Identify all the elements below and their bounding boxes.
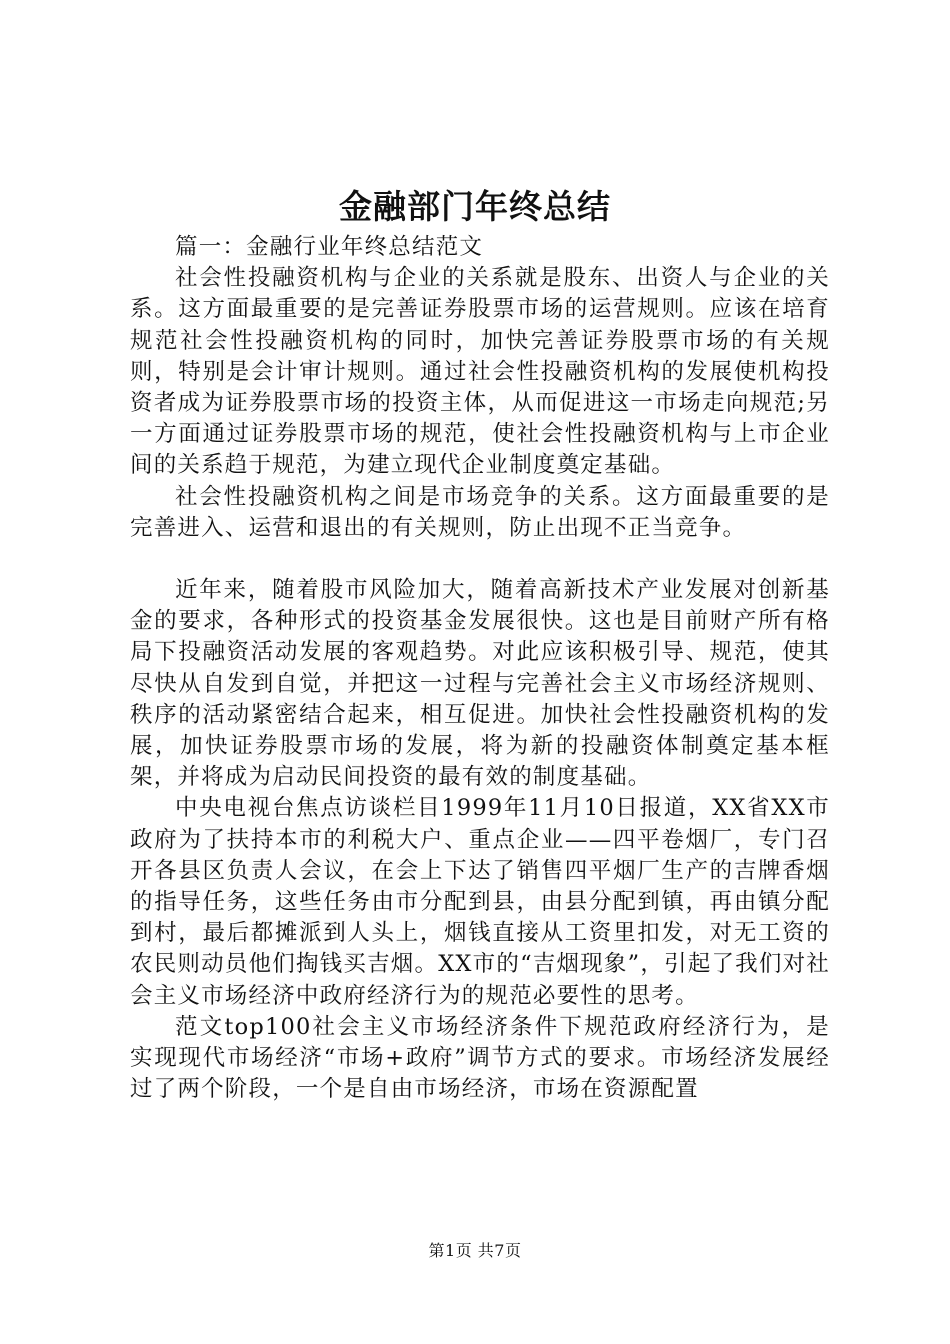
body-paragraph: 范文top100社会主义市场经济条件下规范政府经济行为，是实现现代市场经济“市场+政府”调节方式的要求。市场经济发展经过了两个阶段，一个是自由市场经济，市场在资源配置 (130, 1013, 830, 1103)
section-heading: 篇一：金融行业年终总结范文 (175, 234, 484, 260)
page-number-footer: 第1页 共7页 (428, 1241, 522, 1260)
body-paragraph: 社会性投融资机构与企业的关系就是股东、出资人与企业的关系。这方面最重要的是完善证券股票市场的运营规则。应该在培育规范社会性投融资机构的同时，加快完善证券股票市场的有关规则，特别是会计审计规则。通过社会性投融资机构的发展使机构投资者成为证券股票市场的投资主体，从而促进这一市场走向规范;另一方面通过证券股票市场的规范，使社会性投融资机构与上市企业间的关系趋于规范，为建立现代企业制度奠定基础。 (130, 265, 830, 479)
paragraph-spacer (130, 544, 830, 575)
document-title: 金融部门年终总结 (339, 187, 611, 226)
document-body (130, 232, 830, 1105)
body-paragraph: 社会性投融资机构之间是市场竞争的关系。这方面最重要的是完善进入、运营和退出的有关规则，防止出现不正当竞争。 (130, 483, 830, 541)
body-paragraph: 近年来，随着股市风险加大，随着高新技术产业发展对创新基金的要求，各种形式的投资基金发展很快。这也是目前财产所有格局下投融资活动发展的客观趋势。对此应该积极引导、规范，使其尽快从自发到自觉，并把这一过程与完善社会主义市场经济规则、秩序的活动紧密结合起来，相互促进。加快社会性投融资机构的发展，加快证券股票市场的发展，将为新的投融资体制奠定基本框架，并将成为启动民间投资的最有效的制度基础。 (130, 577, 830, 791)
body-paragraph: 中央电视台焦点访谈栏目1999年11月10日报道，XX省XX市政府为了扶持本市的利税大户、重点企业——四平卷烟厂，专门召开各县区负责人会议，在会上下达了销售四平烟厂生产的吉牌香烟的指导任务，这些任务由市分配到县，由县分配到镇，再由镇分配到村，最后都摊派到人头上，烟钱直接从工资里扣发，对无工资的农民则动员他们掏钱买吉烟。XX市的“吉烟现象”，引起了我们对社会主义市场经济中政府经济行为的规范必要性的思考。 (130, 795, 830, 1009)
